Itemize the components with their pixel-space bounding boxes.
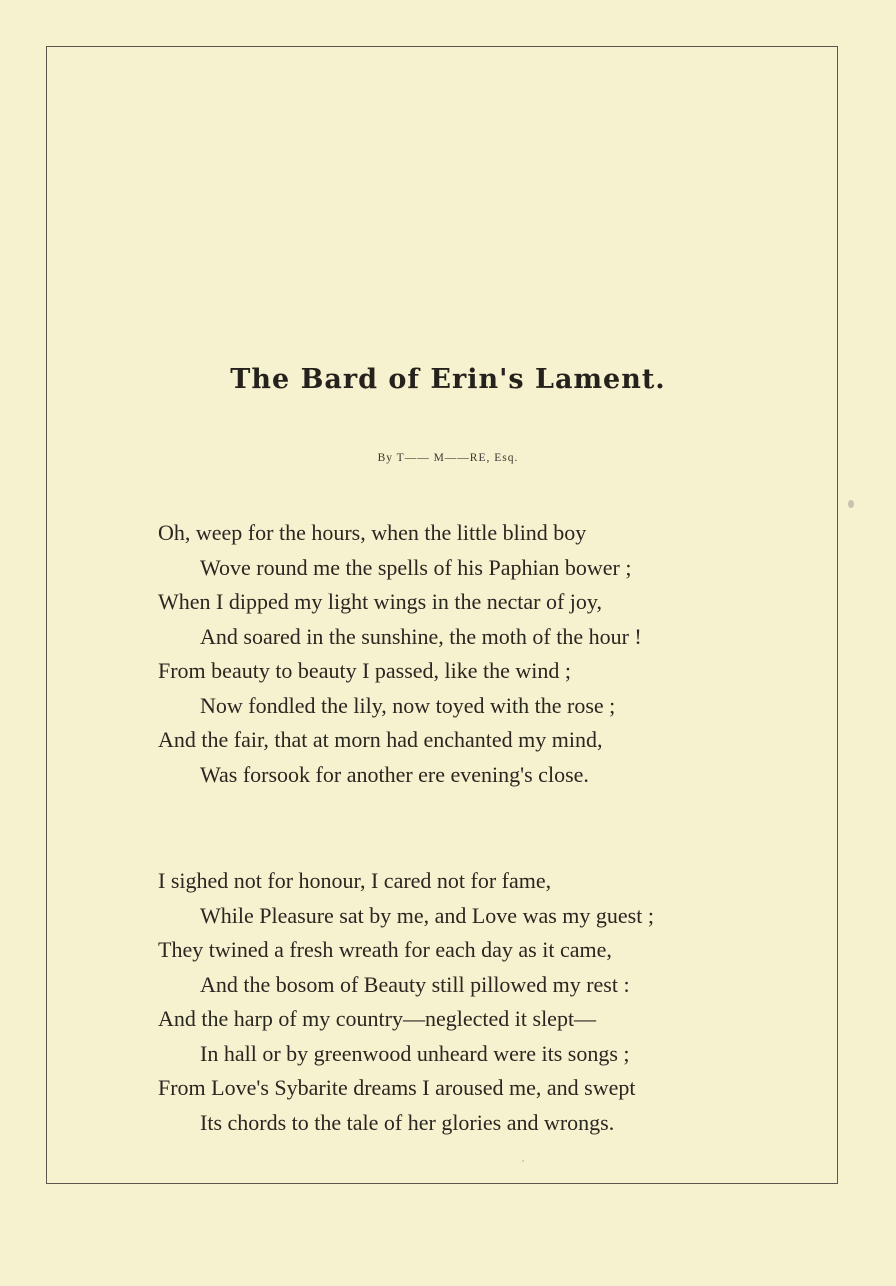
verse-line: Was forsook for another ere evening's close. xyxy=(200,761,589,787)
verse-line: From Love's Sybarite dreams I aroused me, and swept xyxy=(158,1075,636,1100)
verse-line: And the harp of my country—neglected it slept— xyxy=(158,1006,597,1031)
verse-line: Wove round me the spells of his Paphian bower ; xyxy=(200,554,632,580)
verse-line: And the fair, that at morn had enchanted my mind, xyxy=(158,727,603,752)
verse-line: From beauty to beauty I passed, like the wind ; xyxy=(158,658,572,683)
stanza-2 xyxy=(158,864,798,1140)
verse-line: And the bosom of Beauty still pillowed my rest : xyxy=(200,971,630,997)
verse-line: Now fondled the lily, now toyed with the rose ; xyxy=(200,692,616,718)
poem-byline: By T—— M——RE, Esq. xyxy=(377,452,519,464)
verse-line: Oh, weep for the hours, when the little blind boy xyxy=(158,520,587,545)
stanza-1 xyxy=(158,516,798,792)
paper-speck xyxy=(522,1160,524,1162)
verse-line: They twined a fresh wreath for each day as it came, xyxy=(158,937,612,962)
poem-title: The Bard of Erin's Lament. xyxy=(230,364,666,395)
verse-line: While Pleasure sat by me, and Love was my guest ; xyxy=(200,902,654,928)
paper-speck xyxy=(848,500,854,508)
verse-line: And soared in the sunshine, the moth of the hour ! xyxy=(200,623,642,649)
verse-line: In hall or by greenwood unheard were its songs ; xyxy=(200,1040,630,1066)
verse-line: I sighed not for honour, I cared not for fame, xyxy=(158,868,552,893)
verse-line: Its chords to the tale of her glories and wrongs. xyxy=(200,1109,615,1135)
verse-line: When I dipped my light wings in the nectar of joy, xyxy=(158,589,602,614)
